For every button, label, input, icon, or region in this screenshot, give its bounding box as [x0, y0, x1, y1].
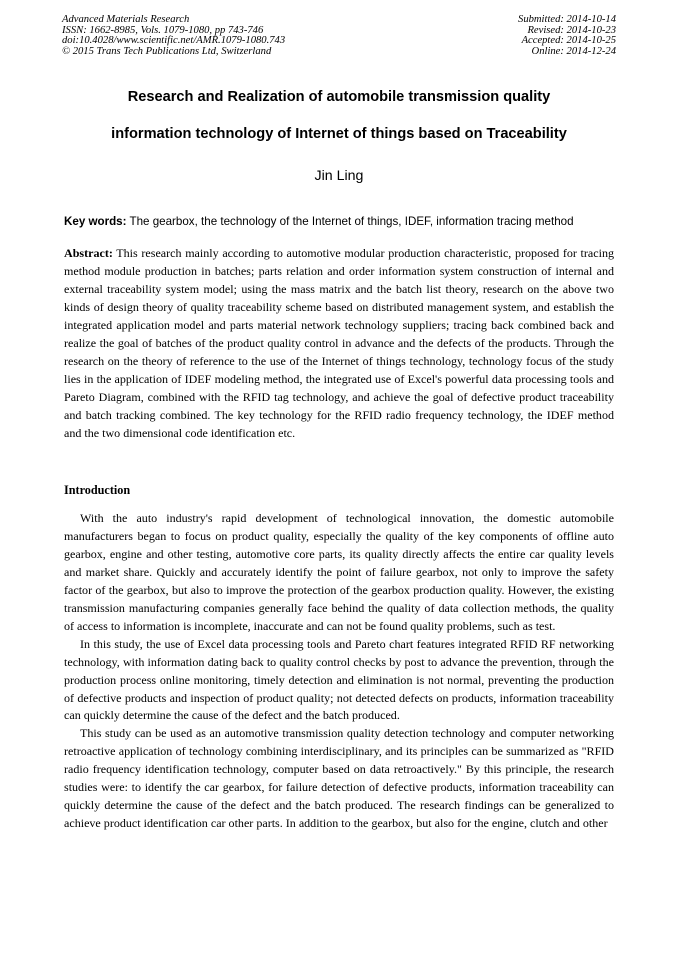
paragraph: This study can be used as an automotive transmission quality detection technology and computer networking retroactive application of technology combining interdisciplinary, and its principles can be summarized as "RFID radio frequency identification technology, computer based on data retroactively." By this principle, the research studies were: to identify the car gearbox, for failure detection of defective products, information traceability can quickly determine the cause of the defect and the batch produced. The research findings can be generalized to achieve product identification car other parts. In addition to the gearbox, but also for the engine, clutch and other — [64, 726, 614, 831]
copyright-line: © 2015 Trans Tech Publications Ltd, Switzerland — [62, 45, 272, 57]
paragraph: With the auto industry's rapid development of technological innovation, the domestic automobile manufacturers began to focus on product quality, especially the quality of the key components of offline auto gearbox, engine and other testing, automotive core parts, its quality directly affects the entire car quality levels and market share. Quickly and accurately identify the point of failure gearbox, not only to improve the safety factor of the gearbox, but also to improve the protection of the gearbox production quality. However, the existing transmission manufacturing companies generally face behind the quality of data collection methods, the quality of access to information is incomplete, inaccurate and can not be found quality problems, such as test. — [64, 511, 614, 633]
submitted-date: Submitted: 2014-10-14 — [518, 14, 616, 25]
section-heading-introduction: Introduction — [64, 483, 131, 497]
doi-line: doi:10.4028/www.scientific.net/AMR.1079-1080.743 — [62, 35, 286, 46]
introduction-body — [64, 510, 614, 833]
issn-line: ISSN: 1662-8985, Vols. 1079-1080, pp 743-746 — [62, 24, 264, 36]
paper-title-line-1: Research and Realization of automobile transmission quality — [127, 89, 551, 105]
revised-date: Revised: 2014-10-23 — [527, 24, 616, 36]
journal-name: Advanced Materials Research — [62, 14, 190, 25]
online-date: Online: 2014-12-24 — [531, 45, 616, 57]
accepted-date: Accepted: 2014-10-25 — [521, 35, 616, 46]
keywords — [64, 215, 624, 228]
author-name: Jin Ling — [314, 168, 364, 184]
journal-header-right — [518, 15, 616, 57]
abstract-label: Abstract: — [64, 246, 113, 260]
journal-header-left — [62, 15, 285, 57]
paragraph: In this study, the use of Excel data processing tools and Pareto chart features integrated RFID RF networking technology, with information dating back to quality control checks by post to advance the prevention, through the production process online monitoring, timely detection and elimination is not normal, preventing the production of defective products and inspection of product quality; not detected defects on products, information traceability can quickly determine the cause of the defect and the batch produced. — [64, 636, 614, 723]
abstract — [64, 245, 614, 442]
keywords-text: The gearbox, the technology of the Internet of things, IDEF, information tracing method — [126, 215, 574, 228]
keywords-label: Key words: — [64, 215, 127, 228]
paper-title-line-2: information technology of Internet of things based on Traceability — [111, 126, 567, 142]
abstract-text: This research mainly according to automotive modular production characteristic, proposed for tracing method module production in batches; parts relation and order information system construction of internal and external traceability system model; using the mass matrix and the batch list theory, research on the above two kinds of design theory of quality traceability scheme based on distributed management system, and establish the integrated application model and parts material network technology suppliers; tracing back combined back and realize the goal of batches of the product quality control in advance and the defects of the products. Through the research on the theory of reference to the use of the Internet of things technology, technology focus of the study lies in the application of IDEF modeling method, the integrated use of Excel's powerful data processing tools and Pareto Diagram, combined with the RFID tag technology, and achieve the goal of defective product traceability and batch tracking combined. The key technology for the RFID radio frequency technology, the IDEF method and the two dimensional code identification etc. — [64, 246, 614, 440]
